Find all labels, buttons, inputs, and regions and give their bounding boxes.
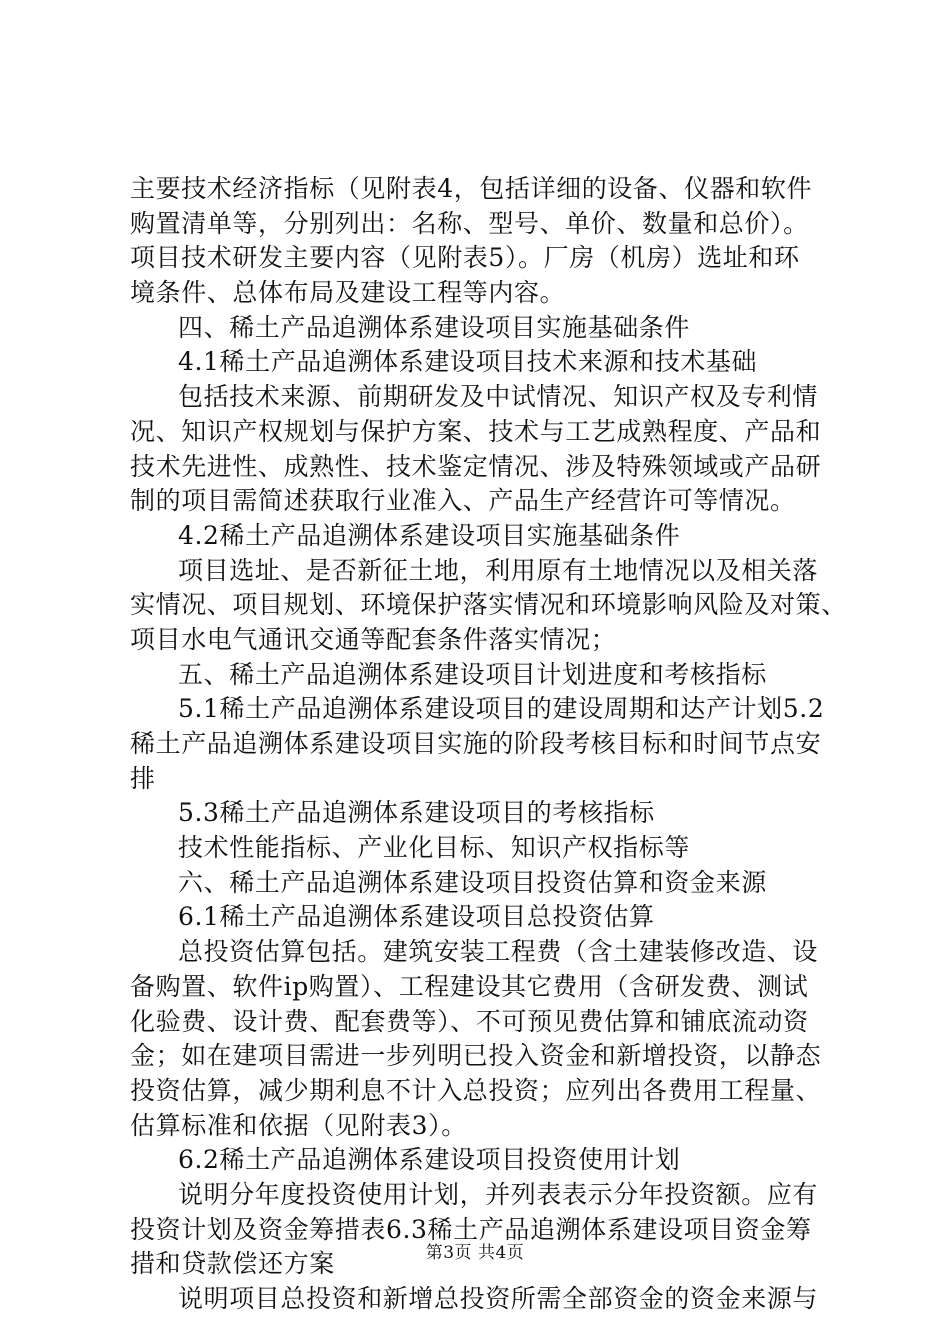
text-line: 四、稀土产品追溯体系建设项目实施基础条件 xyxy=(178,312,691,342)
text-line: 5.1稀土产品追溯体系建设项目的建设周期和达产计划5.2 xyxy=(178,694,825,724)
text-line: 金；如在建项目需进一步列明已投入资金和新增投资，以静态 xyxy=(130,1041,822,1071)
text-line: 况、知识产权规划与保护方案、技术与工艺成熟程度、产品和 xyxy=(130,416,822,446)
text-line: 制的项目需简述获取行业准入、产品生产经营许可等情况。 xyxy=(130,486,796,516)
body-text xyxy=(130,172,850,1317)
text-line: 说明分年度投资使用计划，并列表表示分年投资额。应有 xyxy=(178,1179,819,1209)
text-line: 6.1稀土产品追溯体系建设项目总投资估算 xyxy=(178,902,655,932)
text-line: 投资计划及资金筹措表6.3稀土产品追溯体系建设项目资金筹 xyxy=(130,1214,812,1244)
text-line: 备购置、软件ip购置）、工程建设其它费用（含研发费、测试 xyxy=(130,971,809,1001)
text-line: 排 xyxy=(130,763,156,793)
text-line: 项目选址、是否新征土地，利用原有土地情况以及相关落 xyxy=(178,555,819,585)
text-line: 总投资估算包括。建筑安装工程费（含土建装修改造、设 xyxy=(178,937,819,967)
text-line: 实情况、项目规划、环境保护落实情况和环境影响风险及对策、 xyxy=(130,590,847,620)
text-line: 境条件、总体布局及建设工程等内容。 xyxy=(130,278,566,308)
text-line: 五、稀土产品追溯体系建设项目计划进度和考核指标 xyxy=(178,659,767,689)
text-line: 项目技术研发主要内容（见附表5）。厂房（机房）选址和环 xyxy=(130,243,800,273)
text-line: 主要技术经济指标（见附表4，包括详细的设备、仪器和软件 xyxy=(130,174,813,203)
text-line: 化验费、设计费、配套费等）、不可预见费估算和铺底流动资 xyxy=(130,1006,809,1036)
text-line: 5.3稀土产品追溯体系建设项目的考核指标 xyxy=(178,798,655,828)
text-line: 4.2稀土产品追溯体系建设项目实施基础条件 xyxy=(178,520,681,550)
text-line: 估算标准和依据（见附表3）。 xyxy=(130,1110,467,1140)
text-line: 稀土产品追溯体系建设项目实施的阶段考核目标和时间节点安 xyxy=(130,729,822,758)
text-line: 6.2稀土产品追溯体系建设项目投资使用计划 xyxy=(178,1145,681,1175)
text-line: 项目水电气通讯交通等配套条件落实情况； xyxy=(130,624,617,654)
text-line: 投资估算，减少期利息不计入总投资；应列出各费用工程量、 xyxy=(130,1075,822,1105)
text-line: 购置清单等，分别列出：名称、型号、单价、数量和总价）。 xyxy=(130,208,809,238)
page-footer: 第3页 共4页 xyxy=(425,1243,525,1263)
text-line: 4.1稀土产品追溯体系建设项目技术来源和技术基础 xyxy=(178,347,758,377)
text-line: 技术性能指标、产业化目标、知识产权指标等 xyxy=(178,833,691,863)
text-line: 措和贷款偿还方案 xyxy=(130,1249,335,1279)
text-line: 六、稀土产品追溯体系建设项目投资估算和资金来源 xyxy=(178,867,767,897)
text-line: 说明项目总投资和新增总投资所需全部资金的资金来源与 xyxy=(178,1284,819,1313)
text-line: 包括技术来源、前期研发及中试情况、知识产权及专利情 xyxy=(178,382,819,412)
text-line: 技术先进性、成熟性、技术鉴定情况、涉及特殊领域或产品研 xyxy=(130,451,822,481)
